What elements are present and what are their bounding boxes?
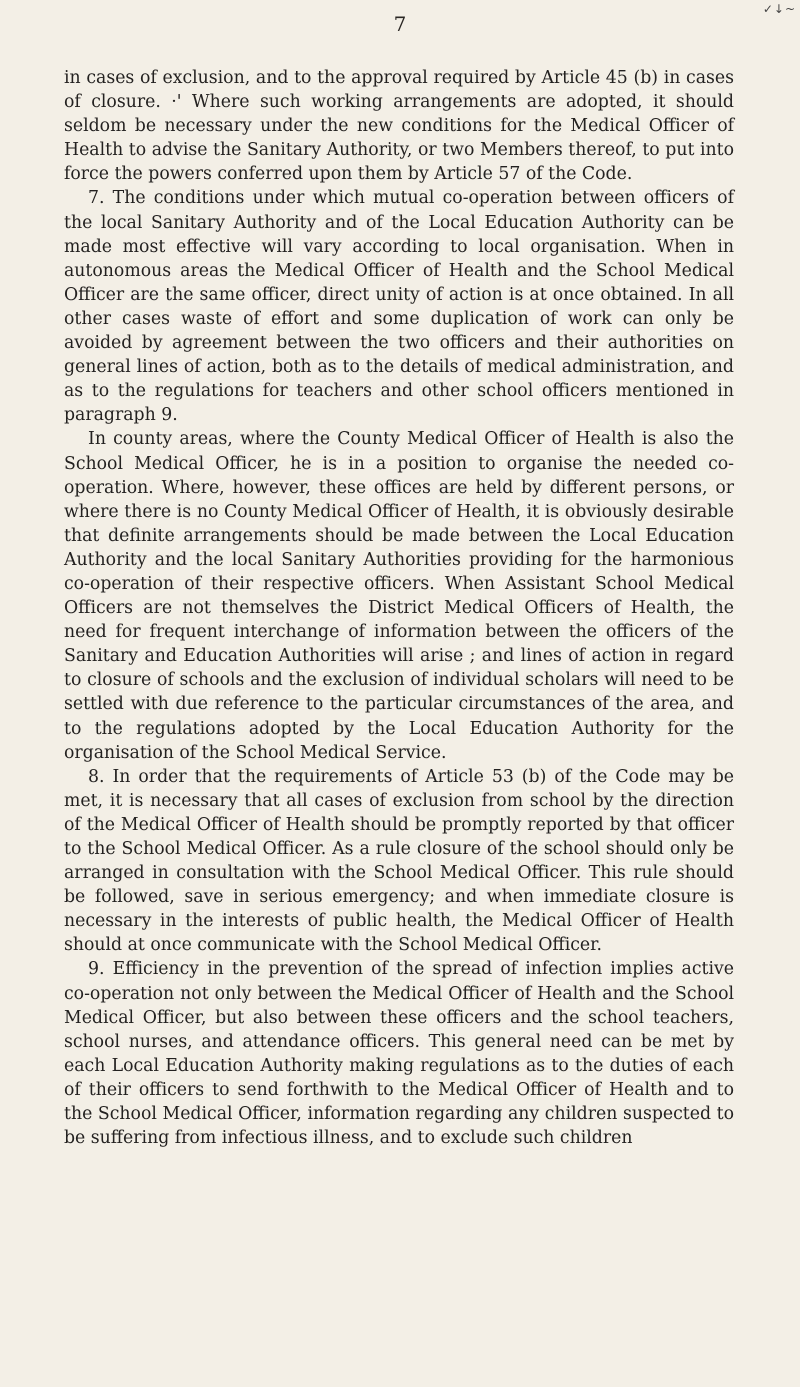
paragraph-9: 9. Efficiency in the prevention of the spread of infection implies active co-operation not only between the Medical Officer of Health and the School Medical Officer, but also between these officers and the school teachers, school nurses, and attendance officers. This general need can be met by each Local Education Authority making regulations as to the duties of each of their officers to send forthwith to the Medical Officer of Health and to the School Medical Officer, information regarding any children suspected to be suffering from infectious illness, and to exclude such children [64,959,734,1149]
paragraph-8: 8. In order that the requirements of Article 53 (b) of the Code may be met, it is necessary that all cases of exclusion from school by the direction of the Medical Officer of Health should be promptly reported by that officer to the School Medical Officer. As a rule closure of the school should only be arranged in consultation with the School Medical Officer. This rule should be followed, save in serious emergency; and when immediate closure is necessary in the interests of public health, the Medical Officer of Health should at once communicate with the School Medical Officer. [64,766,734,956]
corner-mark: ✓↓~ [762,2,796,16]
paragraph-continuation: in cases of exclusion, and to the approval required by Article 45 (b) in cases of closure. ·' Where such working arrangements are adopted, it should seldom be necessary under the new conditions for the Medical Officer of Health to advise the Sanitary Authority, or two Members thereof, to put into force the powers conferred upon them by Article 57 of the Code. [64,68,734,185]
paragraph-7: 7. The conditions under which mutual co-operation between officers of the local Sanitary Authority and of the Local Education Authority can be made most effective will vary according to local organisation. When in autonomous areas the Medical Officer of Health and the School Medical Officer are the same officer, direct unity of action is at once obtained. In all other cases waste of effort and some duplication of work can only be avoided by agreement between the two officers and their authorities on general lines of action, both as to the details of medical administration, and as to the regulations for teachers and other school officers mentioned in paragraph 9. [64,188,734,426]
page-number: 7 [393,12,407,36]
paragraph-county-areas: In county areas, where the County Medical Officer of Health is also the School Medical Officer, he is in a position to organise the needed co-operation. Where, however, these offices are held by different persons, or where there is no County Medical Officer of Health, it is obviously desirable that definite arrangements should be made between the Local Education Authority and the local Sanitary Authorities providing for the harmonious co-operation of their respective officers. When Assistant School Medical Officers are not themselves the District Medical Officers of Health, the need for frequent interchange of information between the officers of the Sanitary and Education Authorities will arise ; and lines of action in regard to closure of schools and the exclusion of individual scholars will need to be settled with due reference to the particular circumstances of the area, and to the regulations adopted by the Local Education Authority for the organisation of the School Medical Service. [64,429,734,763]
body-text [64,66,734,1150]
